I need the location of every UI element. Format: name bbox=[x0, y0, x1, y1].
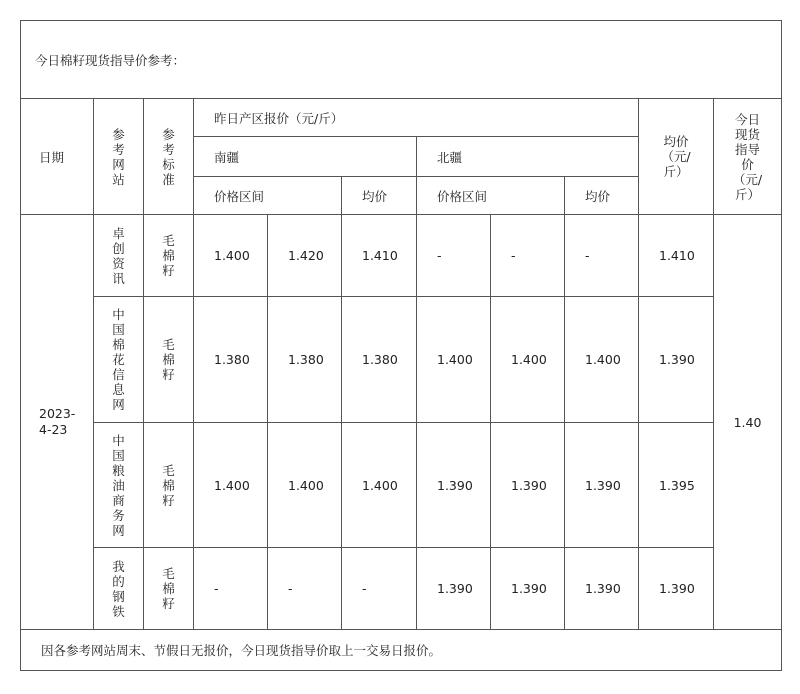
header-yesterday-price: 昨日产区报价（元/斤） bbox=[194, 99, 639, 137]
header-site: 参考网站 bbox=[94, 99, 144, 215]
date-cell: 2023-4-23 bbox=[21, 215, 94, 630]
south-high-cell: 1.420 bbox=[268, 215, 342, 297]
table-row bbox=[21, 297, 782, 423]
north-low-cell: - bbox=[417, 215, 491, 297]
header-today-price: 今日现货指导价（元/斤） bbox=[714, 99, 782, 215]
header-north-avg: 均价 bbox=[565, 177, 639, 215]
south-high-cell: 1.380 bbox=[268, 297, 342, 423]
header-standard: 参考标准 bbox=[144, 99, 194, 215]
header-date: 日期 bbox=[21, 99, 94, 215]
south-low-cell: 1.380 bbox=[194, 297, 268, 423]
south-avg-cell: 1.380 bbox=[342, 297, 417, 423]
table-row bbox=[21, 423, 782, 548]
footer-note: 因各参考网站周末、节假日无报价，今日现货指导价取上一交易日报价。 bbox=[21, 630, 782, 671]
north-high-cell: 1.390 bbox=[491, 423, 565, 548]
south-avg-cell: 1.400 bbox=[342, 423, 417, 548]
north-avg-cell: - bbox=[565, 215, 639, 297]
header-north: 北疆 bbox=[417, 137, 639, 177]
standard-cell: 毛棉籽 bbox=[144, 215, 194, 297]
standard-cell: 毛棉籽 bbox=[144, 423, 194, 548]
south-low-cell: 1.400 bbox=[194, 423, 268, 548]
north-low-cell: 1.400 bbox=[417, 297, 491, 423]
south-low-cell: - bbox=[194, 548, 268, 630]
table-row bbox=[21, 548, 782, 630]
north-low-cell: 1.390 bbox=[417, 423, 491, 548]
north-high-cell: 1.390 bbox=[491, 548, 565, 630]
south-high-cell: - bbox=[268, 548, 342, 630]
header-south-range: 价格区间 bbox=[194, 177, 342, 215]
site-cell: 卓创资讯 bbox=[94, 215, 144, 297]
south-avg-cell: 1.410 bbox=[342, 215, 417, 297]
north-avg-cell: 1.400 bbox=[565, 297, 639, 423]
today-price-cell: 1.40 bbox=[714, 215, 782, 630]
avg-cell: 1.410 bbox=[639, 215, 714, 297]
table-title: 今日棉籽现货指导价参考： bbox=[21, 21, 782, 99]
header-north-range: 价格区间 bbox=[417, 177, 565, 215]
price-table bbox=[20, 20, 782, 671]
site-cell: 我的钢铁 bbox=[94, 548, 144, 630]
north-high-cell: - bbox=[491, 215, 565, 297]
avg-cell: 1.390 bbox=[639, 297, 714, 423]
table-row bbox=[21, 215, 782, 297]
north-avg-cell: 1.390 bbox=[565, 423, 639, 548]
south-high-cell: 1.400 bbox=[268, 423, 342, 548]
avg-cell: 1.395 bbox=[639, 423, 714, 548]
site-cell: 中国粮油商务网 bbox=[94, 423, 144, 548]
north-high-cell: 1.400 bbox=[491, 297, 565, 423]
standard-cell: 毛棉籽 bbox=[144, 297, 194, 423]
north-avg-cell: 1.390 bbox=[565, 548, 639, 630]
header-avg-price: 均价（元/斤） bbox=[639, 99, 714, 215]
header-south-avg: 均价 bbox=[342, 177, 417, 215]
header-south: 南疆 bbox=[194, 137, 417, 177]
standard-cell: 毛棉籽 bbox=[144, 548, 194, 630]
north-low-cell: 1.390 bbox=[417, 548, 491, 630]
south-low-cell: 1.400 bbox=[194, 215, 268, 297]
avg-cell: 1.390 bbox=[639, 548, 714, 630]
south-avg-cell: - bbox=[342, 548, 417, 630]
site-cell: 中国棉花信息网 bbox=[94, 297, 144, 423]
